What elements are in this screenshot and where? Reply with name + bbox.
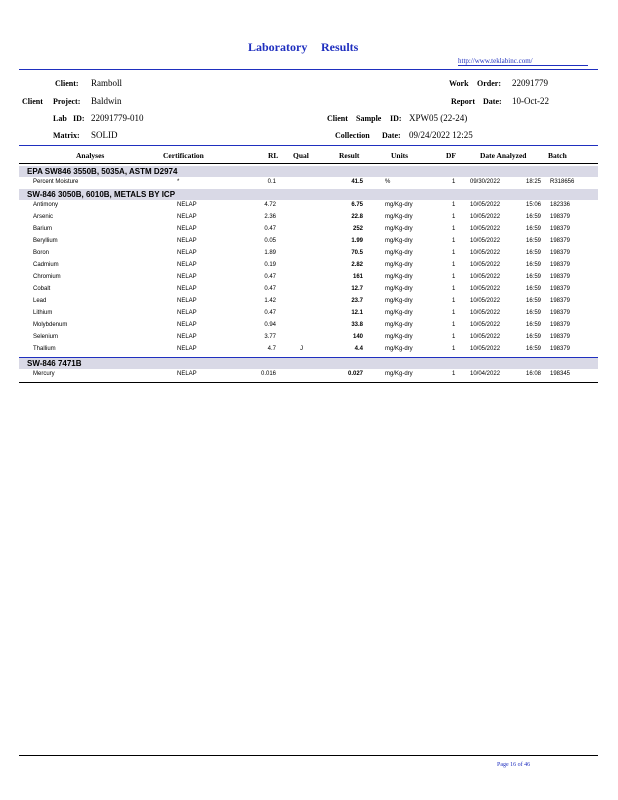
analyte-cell: Molybdenum <box>33 322 68 328</box>
time-analyzed-cell: 16:59 <box>526 238 542 244</box>
table-row <box>19 248 598 260</box>
batch-cell: 198379 <box>550 346 571 352</box>
units-cell: mg/Kg-dry <box>385 371 413 377</box>
batch-cell: 198345 <box>550 371 571 377</box>
analyte-cell: Chromium <box>33 274 61 280</box>
result-cell: 41.5 <box>351 179 363 185</box>
analyte-cell: Cobalt <box>33 286 51 292</box>
time-analyzed-cell: 18:25 <box>526 179 542 185</box>
date-analyzed-cell: 10/05/2022 <box>470 226 501 232</box>
date-analyzed-cell: 10/05/2022 <box>470 238 501 244</box>
df-cell: 1 <box>452 286 456 292</box>
result-cell: 1.99 <box>351 238 363 244</box>
time-analyzed-cell: 16:59 <box>526 262 542 268</box>
column-header-rule <box>19 163 598 164</box>
df-cell: 1 <box>452 322 456 328</box>
section-title: SW-846 7471B <box>27 359 82 368</box>
rl-cell: 0.94 <box>264 322 276 328</box>
table-row <box>19 272 598 284</box>
units-cell: mg/Kg-dry <box>385 286 413 292</box>
date-analyzed-cell: 10/05/2022 <box>470 310 501 316</box>
work-order-label-a: Work <box>449 79 469 88</box>
result-cell: 140 <box>352 334 363 340</box>
time-analyzed-cell: 16:59 <box>526 214 542 220</box>
df-cell: 1 <box>452 214 456 220</box>
section-band <box>19 358 598 369</box>
lab-id-label-b: ID: <box>73 114 85 123</box>
batch-cell: 198379 <box>550 214 571 220</box>
report-date-value: 10-Oct-22 <box>512 96 549 106</box>
analyte-cell: Barium <box>33 226 53 232</box>
units-cell: mg/Kg-dry <box>385 274 413 280</box>
col-date-analyzed: Date Analyzed <box>480 151 527 160</box>
units-cell: mg/Kg-dry <box>385 346 413 352</box>
col-df: DF <box>446 151 456 160</box>
time-analyzed-cell: 16:59 <box>526 346 542 352</box>
units-cell: mg/Kg-dry <box>385 322 413 328</box>
client-sample-label-b: Sample <box>356 114 382 123</box>
batch-cell: 198379 <box>550 262 571 268</box>
rl-cell: 4.72 <box>264 202 276 208</box>
rl-cell: 0.016 <box>260 371 276 377</box>
time-analyzed-cell: 16:59 <box>526 226 542 232</box>
time-analyzed-cell: 16:59 <box>526 322 542 328</box>
table-row <box>19 332 598 344</box>
time-analyzed-cell: 16:59 <box>526 250 542 256</box>
df-cell: 1 <box>452 346 456 352</box>
section-title: SW-846 3050B, 6010B, METALS BY ICP <box>27 190 176 199</box>
table-row <box>19 236 598 248</box>
result-cell: 12.7 <box>351 286 363 292</box>
df-cell: 1 <box>452 371 456 377</box>
rl-cell: 1.42 <box>264 298 276 304</box>
certification-cell: NELAP <box>177 298 197 304</box>
rl-cell: 0.47 <box>264 310 276 316</box>
table-row <box>19 260 598 272</box>
lab-id-label-a: Lab <box>53 114 67 123</box>
date-analyzed-cell: 10/05/2022 <box>470 334 501 340</box>
certification-cell: NELAP <box>177 334 197 340</box>
units-cell: mg/Kg-dry <box>385 238 413 244</box>
url-underline <box>458 65 588 66</box>
units-cell: mg/Kg-dry <box>385 214 413 220</box>
time-analyzed-cell: 16:59 <box>526 298 542 304</box>
certification-cell: NELAP <box>177 310 197 316</box>
analyte-cell: Lithium <box>33 310 53 316</box>
time-analyzed-cell: 16:59 <box>526 334 542 340</box>
batch-cell: 198379 <box>550 274 571 280</box>
client-value: Ramboll <box>91 78 122 88</box>
collection-label-b: Date: <box>382 131 401 140</box>
units-cell: mg/Kg-dry <box>385 334 413 340</box>
col-units: Units <box>391 151 409 160</box>
rl-cell: 0.47 <box>264 226 276 232</box>
batch-cell: 198379 <box>550 226 571 232</box>
certification-cell: NELAP <box>177 226 197 232</box>
date-analyzed-cell: 10/05/2022 <box>470 298 501 304</box>
result-cell: 70.5 <box>351 250 363 256</box>
col-batch: Batch <box>548 151 567 160</box>
client-sample-label-a: Client <box>327 114 348 123</box>
df-cell: 1 <box>452 334 456 340</box>
certification-cell: NELAP <box>177 250 197 256</box>
report-date-label-b: Date: <box>483 97 502 106</box>
df-cell: 1 <box>452 238 456 244</box>
rl-cell: 0.47 <box>264 274 276 280</box>
result-cell: 0.027 <box>347 371 363 377</box>
table-row <box>19 296 598 308</box>
client-project-label-b: Project: <box>53 97 81 106</box>
analyte-cell: Beryllium <box>33 238 58 244</box>
project-value: Baldwin <box>91 96 122 106</box>
df-cell: 1 <box>452 274 456 280</box>
table-row <box>19 200 598 212</box>
collection-label-a: Collection <box>335 131 370 140</box>
batch-cell: 198379 <box>550 250 571 256</box>
col-qual: Qual <box>293 151 309 160</box>
date-analyzed-cell: 10/05/2022 <box>470 214 501 220</box>
certification-cell: NELAP <box>177 286 197 292</box>
col-certification: Certification <box>163 151 204 160</box>
date-analyzed-cell: 10/05/2022 <box>470 262 501 268</box>
time-analyzed-cell: 16:59 <box>526 310 542 316</box>
report-title-right: Results <box>321 40 359 54</box>
time-analyzed-cell: 16:59 <box>526 274 542 280</box>
analyte-cell: Mercury <box>33 371 55 377</box>
result-cell: 12.1 <box>351 310 363 316</box>
units-cell: % <box>385 179 391 185</box>
date-analyzed-cell: 10/05/2022 <box>470 322 501 328</box>
matrix-value: SOLID <box>91 130 118 140</box>
date-analyzed-cell: 10/05/2022 <box>470 286 501 292</box>
time-analyzed-cell: 16:08 <box>526 371 542 377</box>
rl-cell: 3.77 <box>264 334 276 340</box>
units-cell: mg/Kg-dry <box>385 202 413 208</box>
collection-value: 09/24/2022 12:25 <box>409 130 473 140</box>
section-title: EPA SW846 3550B, 5035A, ASTM D2974 <box>27 167 178 176</box>
analyte-cell: Antimony <box>33 202 59 208</box>
df-cell: 1 <box>452 298 456 304</box>
df-cell: 1 <box>452 202 456 208</box>
units-cell: mg/Kg-dry <box>385 262 413 268</box>
table-row <box>19 320 598 332</box>
lab-url-link[interactable]: http://www.teklabinc.com/ <box>458 57 533 65</box>
col-analyses: Analyses <box>76 151 105 160</box>
analyte-cell: Cadmium <box>33 262 59 268</box>
date-analyzed-cell: 10/05/2022 <box>470 202 501 208</box>
table-row <box>19 308 598 320</box>
rl-cell: 0.47 <box>264 286 276 292</box>
df-cell: 1 <box>452 250 456 256</box>
batch-cell: 198379 <box>550 334 571 340</box>
certification-cell: NELAP <box>177 346 197 352</box>
table-row <box>19 344 598 356</box>
client-sample-label-c: ID: <box>390 114 402 123</box>
header-bottom-rule <box>19 145 598 146</box>
certification-cell: NELAP <box>177 262 197 268</box>
time-analyzed-cell: 16:59 <box>526 286 542 292</box>
result-cell: 2.82 <box>351 262 363 268</box>
batch-cell: 198379 <box>550 238 571 244</box>
header-top-rule <box>19 69 598 70</box>
analyte-cell: Selenium <box>33 334 59 340</box>
batch-cell: 198379 <box>550 286 571 292</box>
rl-cell: 2.36 <box>264 214 276 220</box>
rl-cell: 4.7 <box>267 346 276 352</box>
lab-id-value: 22091779-010 <box>91 113 144 123</box>
report-title-left: Laboratory <box>248 40 308 54</box>
client-project-label-a: Client <box>22 97 43 106</box>
certification-cell: NELAP <box>177 238 197 244</box>
rl-cell: 0.05 <box>264 238 276 244</box>
batch-cell: R318656 <box>550 179 575 185</box>
result-cell: 252 <box>352 226 363 232</box>
work-order-value: 22091779 <box>512 78 548 88</box>
result-cell: 6.75 <box>351 202 363 208</box>
rl-cell: 0.1 <box>267 179 276 185</box>
analyte-cell: Arsenic <box>33 214 54 220</box>
df-cell: 1 <box>452 226 456 232</box>
units-cell: mg/Kg-dry <box>385 226 413 232</box>
certification-cell: NELAP <box>177 214 197 220</box>
df-cell: 1 <box>452 179 456 185</box>
units-cell: mg/Kg-dry <box>385 298 413 304</box>
batch-cell: 198379 <box>550 322 571 328</box>
result-cell: 161 <box>352 274 363 280</box>
result-cell: 33.8 <box>351 322 363 328</box>
result-cell: 23.7 <box>351 298 363 304</box>
work-order-label-b: Order: <box>477 79 501 88</box>
table-row <box>19 177 598 189</box>
rl-cell: 0.19 <box>264 262 276 268</box>
table-row <box>19 224 598 236</box>
date-analyzed-cell: 09/30/2022 <box>470 179 501 185</box>
units-cell: mg/Kg-dry <box>385 310 413 316</box>
date-analyzed-cell: 10/05/2022 <box>470 346 501 352</box>
report-date-label-a: Report <box>451 97 475 106</box>
page-number: Page 16 of 46 <box>497 762 531 768</box>
analyte-cell: Percent Moisture <box>33 179 79 185</box>
result-cell: 22.8 <box>351 214 363 220</box>
analyte-cell: Lead <box>33 298 47 304</box>
date-analyzed-cell: 10/05/2022 <box>470 250 501 256</box>
batch-cell: 198379 <box>550 310 571 316</box>
df-cell: 1 <box>452 262 456 268</box>
table-row <box>19 212 598 224</box>
client-label: Client: <box>55 79 79 88</box>
certification-cell: * <box>177 179 180 185</box>
col-result: Result <box>339 151 360 160</box>
table-row <box>19 369 598 381</box>
result-cell: 4.4 <box>354 346 363 352</box>
time-analyzed-cell: 15:06 <box>526 202 542 208</box>
rl-cell: 1.89 <box>264 250 276 256</box>
footer-rule <box>19 755 598 756</box>
analyte-cell: Thallium <box>33 346 56 352</box>
table-row <box>19 284 598 296</box>
batch-cell: 198379 <box>550 298 571 304</box>
certification-cell: NELAP <box>177 322 197 328</box>
date-analyzed-cell: 10/05/2022 <box>470 274 501 280</box>
date-analyzed-cell: 10/04/2022 <box>470 371 501 377</box>
client-sample-value: XPW05 (22-24) <box>409 113 468 123</box>
certification-cell: NELAP <box>177 371 197 377</box>
certification-cell: NELAP <box>177 202 197 208</box>
batch-cell: 182336 <box>550 202 571 208</box>
qual-cell: J <box>300 346 303 352</box>
certification-cell: NELAP <box>177 274 197 280</box>
units-cell: mg/Kg-dry <box>385 250 413 256</box>
col-rl: RL <box>268 151 279 160</box>
df-cell: 1 <box>452 310 456 316</box>
matrix-label: Matrix: <box>53 131 80 140</box>
table-end-rule <box>19 382 598 383</box>
analyte-cell: Boron <box>33 250 50 256</box>
